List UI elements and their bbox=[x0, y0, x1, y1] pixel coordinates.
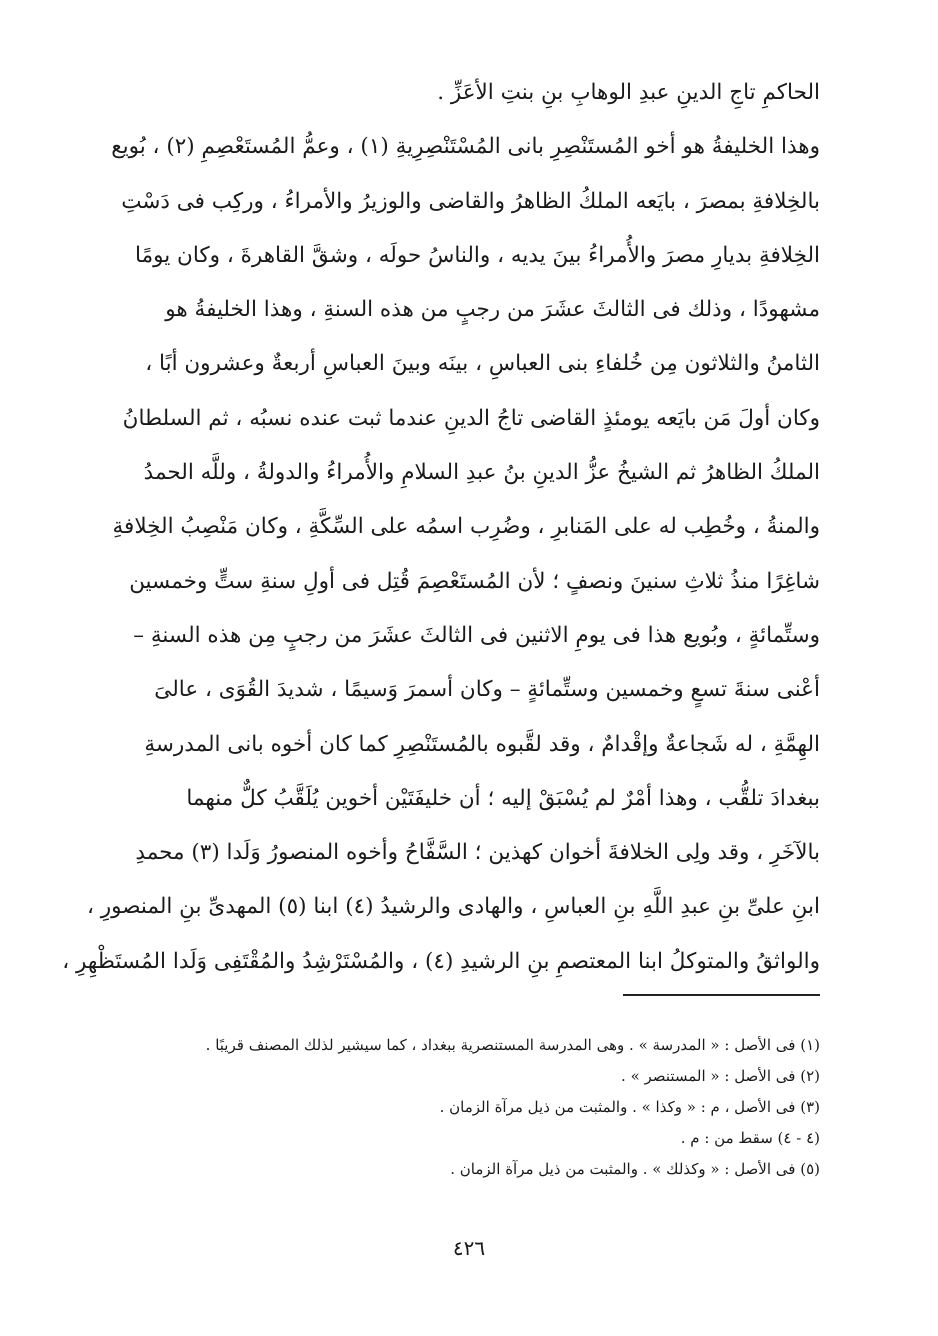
text-line: وكان أولَ مَن بايَعه يومئذٍ القاضى تاجُ الدينِ عندما ثبت عنده نسبُه ، ثم السلطانُ bbox=[122, 405, 820, 431]
footnote: (٥) فى الأصل : « وكذلك » . والمثبت من ذيل مرآة الزمان . bbox=[450, 1160, 820, 1178]
footnote: (٤ - ٤) سقط من : م . bbox=[680, 1129, 820, 1147]
footnote-divider bbox=[623, 994, 820, 996]
text-line: وستِّمائةٍ ، وبُويع هذا فى يومِ الاثنين فى الثالثَ عشَرَ من رجبٍ مِن هذه السنةِ – bbox=[133, 622, 820, 648]
text-line: والمنةُ ، وخُطِب له على المَنابرِ ، وضُرِب اسمُه على السِّكَّةِ ، وكان مَنْصِبُ الخِلافةِ bbox=[112, 514, 820, 540]
text-line: الخِلافةِ بديارِ مصرَ والأُمراءُ بينَ يديه ، والناسُ حولَه ، وشقَّ القاهرةَ ، وكان يومًا bbox=[135, 242, 820, 268]
main-text-body bbox=[62, 66, 820, 989]
footnotes-section bbox=[114, 1030, 820, 1185]
footnote: (٢) فى الأصل : « المستنصر » . bbox=[621, 1067, 820, 1085]
text-line: الهِمَّةِ ، له شَجاعةٌ وإقْدامٌ ، وقد لقَّبوه بالمُستَنْصِرِ كما كان أخوه بانى المدرسةِ bbox=[144, 731, 820, 757]
text-line: الحاكمِ تاجِ الدينِ عبدِ الوهابِ بنِ بنتِ الأعَزِّ . bbox=[437, 80, 820, 105]
text-line: مشهودًا ، وذلك فى الثالثَ عشَرَ من رجبٍ من هذه السنةِ ، وهذا الخليفةُ هو bbox=[165, 297, 820, 323]
text-line: الملكُ الظاهرُ ثم الشيخُ عزُّ الدينِ بنُ عبدِ السلامِ والأُمراءُ والدولةُ ، وللَّه الحمدُ bbox=[143, 460, 820, 486]
text-line: وهذا الخليفةُ هو أخو المُستَنْصِرِ بانى المُسْتَنْصِرِيةِ (١) ، وعمُّ المُستَعْصِمِ (٢) ، بُويع bbox=[111, 134, 820, 160]
text-line: والواثقُ والمتوكلُ ابنا المعتصمِ بنِ الرشيدِ (٤) ، والمُسْتَرْشِدُ والمُقْتَفِى وَلَدا المُستَظْهِرِ ، bbox=[62, 948, 820, 974]
text-line: شاغِرًا منذُ ثلاثِ سنينَ ونصفٍ ؛ لأن المُستَعْصِمَ قُتِل فى أولِ سنةِ ستٍّ وخمسين bbox=[129, 568, 820, 594]
text-line: ببغدادَ تلقُّب ، وهذا أمْرٌ لم يُسْبَقْ إليه ؛ أن خليفَتَيْن أخوين يُلَقَّبُ كلٌّ منهما bbox=[186, 785, 820, 811]
text-line: الثامنُ والثلاثون مِن خُلفاءِ بنى العباسِ ، بينَه وبينَ العباسِ أربعةٌ وعشرون أبًا ، bbox=[145, 351, 820, 377]
text-line: ابنِ علىِّ بنِ عبدِ اللَّهِ بنِ العباسِ ، والهادى والرشيدُ (٤) ابنا (٥) المهدىِّ بنِ المنصورِ ، bbox=[87, 894, 820, 920]
text-line: أعْنى سنةَ تسعٍ وخمسين وستِّمائةٍ – وكان أسمرَ وَسيمًا ، شديدَ القُوَى ، عالىَ bbox=[154, 677, 820, 703]
text-line: بالخِلافةِ بمصرَ ، بايَعه الملكُ الظاهرُ والقاضى والوزيرُ والأمراءُ ، وركِب فى دَسْتِ bbox=[121, 188, 820, 214]
footnote: (١) فى الأصل : « المدرسة » . وهى المدرسة المستنصرية ببغداد ، كما سيشير لذلك المصنف قريبًا . bbox=[205, 1036, 820, 1054]
footnote: (٣) فى الأصل ، م : « وكذا » . والمثبت من ذيل مرآة الزمان . bbox=[439, 1098, 820, 1116]
page-number: ٤٢٦ bbox=[452, 1236, 486, 1260]
text-line: بالآخَرِ ، وقد ولِى الخلافةَ أخوان كهذين ؛ السَّفَّاحُ وأخوه المنصورُ وَلَدا (٣) محمدِ bbox=[135, 840, 820, 866]
